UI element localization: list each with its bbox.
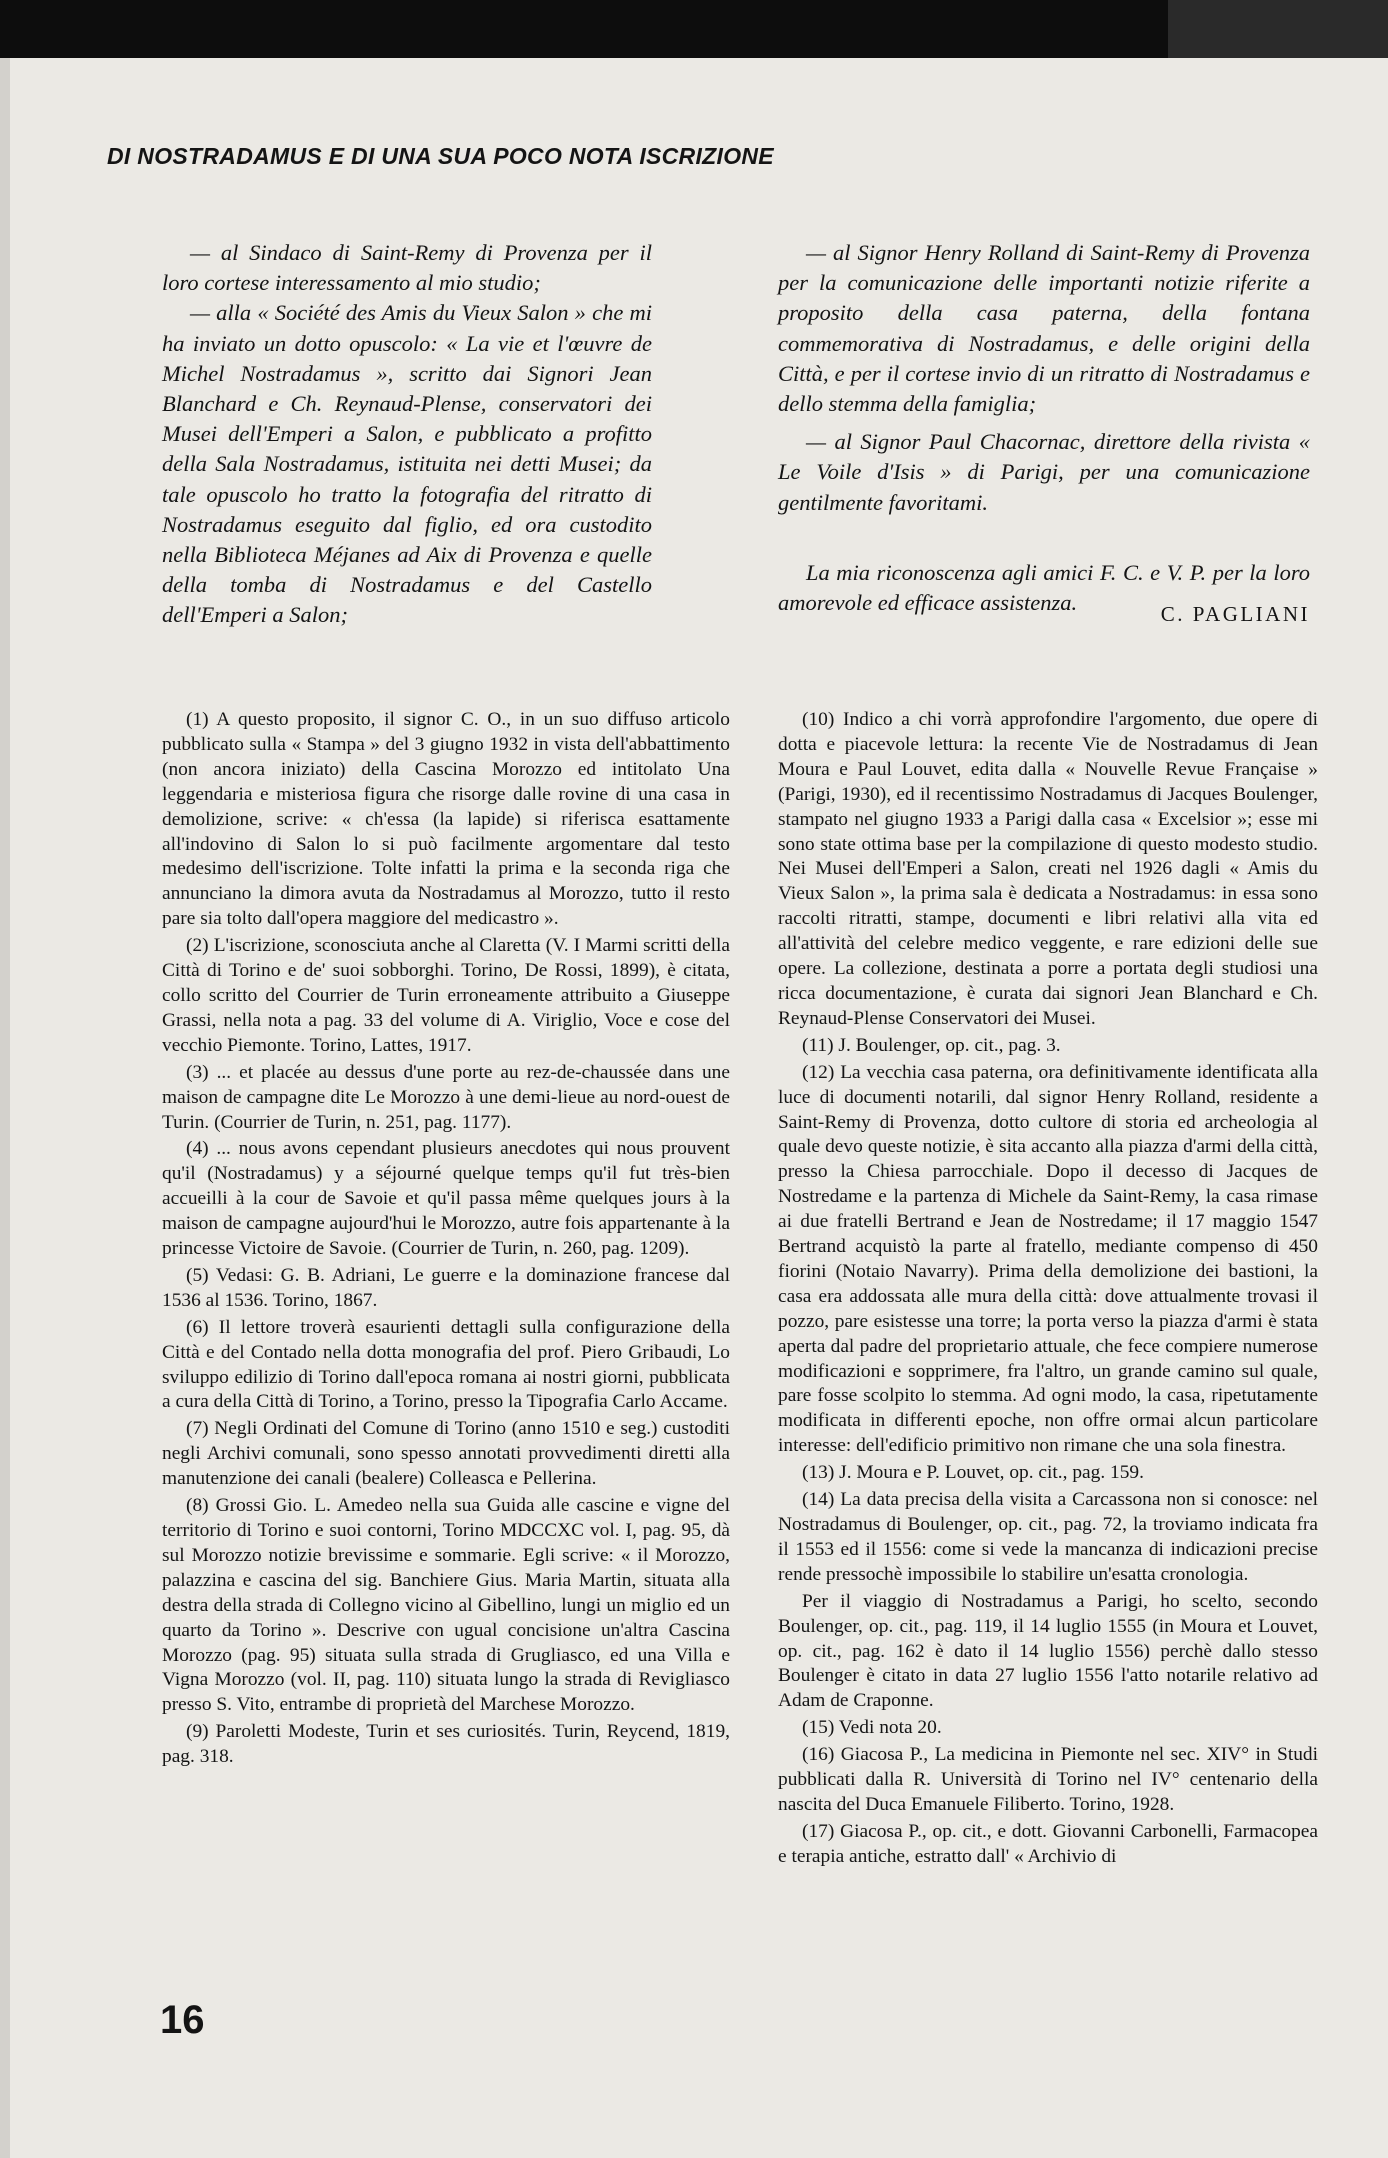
intro-paragraph: — al Signor Henry Rolland di Saint-Remy di Provenza per la comunicazione delle importanti notizie riferite a proposito della casa paterna, della fontana commemorativa di Nostradamus, e delle origini della Città, e per il cortese invio di un ritratto di Nostradamus e dello stemma della famiglia; [778, 240, 1310, 417]
footnote: (16) Giacosa P., La medicina in Piemonte nel sec. XIV° in Studi pubblicati dalla R. Università di Torino nel IV° centenario della nascita del Duca Emanuele Filiberto. Torino, 1928. [778, 1744, 1318, 1815]
footnote: (15) Vedi nota 20. [802, 1717, 942, 1739]
footnote: (17) Giacosa P., op. cit., e dott. Giovanni Carbonelli, Farmacopea e terapia antiche, estratto dall' « Archivio di [778, 1820, 1318, 1867]
footnote: (5) Vedasi: G. B. Adriani, Le guerre e la dominazione francese dal 1536 al 1536. Torino, 1867. [162, 1264, 730, 1311]
left-margin-strip [0, 58, 10, 2158]
acknowledgement-paragraph: La mia riconoscenza agli amici F. C. e V. P. per la loro amorevole ed efficace assistenza. [778, 559, 1310, 616]
intro-right-column [778, 238, 1310, 618]
footnote: (6) Il lettore troverà esaurienti dettagli sulla configurazione della Città e del Contado nella dotta monografia del prof. Piero Gribaudi, Lo sviluppo edilizio di Torino dall'epoca romana ai nostri giorni, pubblicata a cura della Città di Torino, a Torino, presso la Tipografia Carlo Accame. [162, 1316, 730, 1413]
footnote: (11) J. Boulenger, op. cit., pag. 3. [802, 1034, 1061, 1056]
footnote: Per il viaggio di Nostradamus a Parigi, ho scelto, secondo Boulenger, op. cit., pag. 119, il 14 luglio 1555 (in Moura et Louvet, op. cit., pag. 162 è dato il 14 luglio 1556) perchè dallo stesso Boulenger è citato in data 27 luglio 1556 l'atto notarile relativo ad Adam de Craponne. [778, 1590, 1318, 1712]
footnote: (1) A questo proposito, il signor C. O., in un suo diffuso articolo pubblicato sulla « Stampa » del 3 giugno 1932 in vista dell'abbattimento (non ancora iniziato) della Cascina Morozzo ed intitolato Una leggendaria e misteriosa figura che risorge dalle rovine di una casa in demolizione, scrive: « ch'essa (la lapide) si riferisca esattamente all'indovino di Salon lo si può facilmente argomentare dal testo medesimo dell'iscrizione. Tolte infatti la prima e la seconda riga che annunciano la dimora avuta da Nostradamus al Morozzo, tutto il resto pare sia tolto dall'opera maggiore del medicastro ». [162, 709, 730, 930]
intro-paragraph: — al Signor Paul Chacornac, direttore della rivista « Le Voile d'Isis » di Parigi, per una comunicazione gentilmente favoritami. [778, 429, 1310, 515]
footnote: (14) La data precisa della visita a Carcassona non si conosce: nel Nostradamus di Boulenger, op. cit., pag. 72, la troviamo indicata fra il 1553 ed il 1556: come si vede la mancanza di indicazioni precise rende pressochè impossibile lo stabilire un'esatta cronologia. [778, 1489, 1318, 1585]
footnote: (10) Indico a chi vorrà approfondire l'argomento, due opere di dotta e piacevole lettura: la recente Vie de Nostradamus di Jean Moura e Paul Louvet, edita dalla « Nouvelle Revue Française » (Parigi, 1930), ed il recentissimo Nostradamus di Jacques Boulenger, stampato nel giugno 1933 a Parigi dalla casa « Excelsior »; esse mi sono state ottima base per la compilazione di questo modesto studio. Nei Musei dell'Emperi a Salon, creati nel 1926 dagli « Amis du Vieux Salon », la prima sala è dedicata a Nostradamus: in essa sono raccolti ritratti, stampe, documenti e libri relativi alla vita ed all'attività del celebre medico veggente, e rare edizioni delle sue opere. La collezione, destinata a porre a portata degli studiosi una ricca documentazione, è curata dai signori Jean Blanchard e Ch. Reynaud-Plense Conservatori dei Musei. [778, 709, 1318, 1029]
intro-paragraph: — alla « Société des Amis du Vieux Salon » che mi ha inviato un dotto opuscolo: « La vie et l'œuvre de Michel Nostradamus », scritto dai Signori Jean Blanchard e Ch. Reynaud-Plense, conservatori dei Musei dell'Emperi a Salon, e pubblicato a profitto della Sala Nostradamus, istituita nei detti Musei; da tale opuscolo ho tratto la fotografia del ritratto di Nostradamus eseguito dal figlio, ed ora custodito nella Biblioteca Méjanes ad Aix di Provenza e quelle della tomba di Nostradamus e del Castello dell'Emperi a Salon; [162, 300, 652, 628]
footnote: (3) ... et placée au dessus d'une porte au rez-de-chaussée dans une maison de campagne dite Le Morozzo à une demi-lieue au nord-ouest de Turin. (Courrier de Turin, n. 251, pag. 1177). [162, 1061, 730, 1133]
author-signature: C. PAGLIANI [1160, 602, 1310, 626]
footnotes-right-column [778, 708, 1318, 1872]
top-band-notch [1168, 0, 1388, 58]
footnote: (4) ... nous avons cependant plusieurs anecdotes qui nous prouvent qu'il (Nostradamus) y a séjourné quelque temps qu'il fut très-bien accueilli à la cour de Savoie et qu'il passa même quelques jours à la maison de campagne aujourd'hui le Morozzo, autre fois appartenante à la princesse Victoire de Savoie. (Courrier de Turin, n. 260, pag. 1209). [162, 1138, 730, 1260]
footnote: (12) La vecchia casa paterna, ora definitivamente identificata alla luce di documenti notarili, dal signor Henry Rolland, residente a Saint-Remy di Provenza, dotto cultore di storia ed archeologia al quale devo queste notizie, è sita accanto alla piazza d'armi della città, presso la Chiesa parrocchiale. Dopo il decesso di Jacques de Nostredame e la partenza di Michele da Saint-Remy, la casa rimase ai due fratelli Bertrand e Jean de Nostredame; il 17 maggio 1547 Bertrand acquistò la parte al fratello, mediante compenso di 450 fiorini (Notaio Navarry). Prima della demolizione dei bastioni, la casa era addossata alle mura della città: dove attualmente trovasi il pozzo, pare esistesse una torre; la porta verso la piazza d'armi è stata aperta dal padre del proprietario attuale, che fece compiere numerose modificazioni e sopprimere, fra l'altro, un grande camino sul quale, pare fosse scolpito lo stemma. Ad ogni modo, la casa, ripetutamente modificata in differenti epoche, non offre ormai alcun particolare interesse: dell'edificio primitivo non rimane che una sola finestra. [778, 1061, 1318, 1457]
footnote: (9) Paroletti Modeste, Turin et ses curiosités. Turin, Reycend, 1819, pag. 318. [162, 1721, 730, 1768]
footnote: (2) L'iscrizione, sconosciuta anche al Claretta (V. I Marmi scritti della Città di Torino e de' suoi sobborghi. Torino, De Rossi, 1899), è citata, collo scritto del Courrier de Turin erroneamente attribuito a Giuseppe Grassi, nella nota a pag. 33 del volume di A. Viriglio, Voce e cose del vecchio Piemonte. Torino, Lattes, 1917. [162, 935, 730, 1056]
footnote: (7) Negli Ordinati del Comune di Torino (anno 1510 e seg.) custoditi negli Archivi comunali, sono spesso annotati provvedimenti diretti alla manutenzione dei canali (bealere) Colleasca e Pellerina. [162, 1418, 730, 1490]
running-header: DI NOSTRADAMUS E DI UNA SUA POCO NOTA ISCRIZIONE [107, 143, 774, 169]
footnote: (8) Grossi Gio. L. Amedeo nella sua Guida alle cascine e vigne del territorio di Torino e suoi contorni, Torino MDCCXC vol. I, pag. 95, dà sul Morozzo notizie brevissime e sommarie. Egli scrive: « il Morozzo, palazzina e cascina del sig. Banchiere Gius. Maria Martin, situata alla destra della strada di Collegno vicino al Gibellino, lungi un miglio ed un quarto da Torino ». Descrive con ugual concisione un'altra Cascina Morozzo (pag. 95) situata sulla strada di Grugliasco, ed una Villa e Vigna Morozzo (vol. II, pag. 110) situata lungo la strada di Revigliasco presso S. Vito, entrambe di proprietà del Marchese Morozzo. [162, 1495, 730, 1716]
footnotes-left-column [162, 708, 730, 1772]
intro-paragraph: — al Sindaco di Saint-Remy di Provenza per il loro cortese interessamento al mio studio; [162, 240, 652, 296]
footnote: (13) J. Moura e P. Louvet, op. cit., pag. 159. [802, 1462, 1144, 1484]
intro-left-column [162, 238, 652, 631]
page-number: 16 [160, 1998, 205, 2042]
